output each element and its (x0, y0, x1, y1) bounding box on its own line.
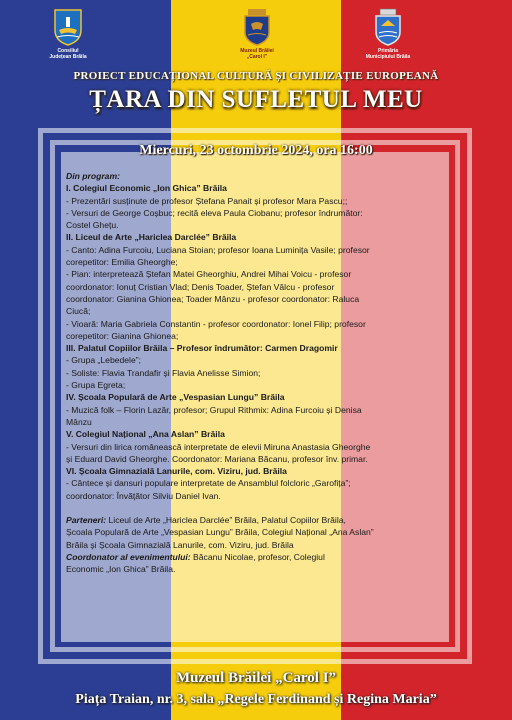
city-hall-crest-icon (373, 8, 403, 46)
program-line: coordonator: Ionuț Cristian Vlad; Denis Toader, Ștefan Vâlcu - profesor (66, 281, 335, 292)
program-line: coordonator: Învățător Silviu Daniel Ivan. (66, 490, 221, 501)
project-subtitle: PROIECT EDUCAȚIONAL CULTURĂ ȘI CIVILIZAȚIE EUROPEANĂ (73, 70, 439, 82)
section-heading: VI. Școala Gimnazială Lanurile, com. Viziru, jud. Brăila (66, 466, 287, 477)
program-line: coordonator: Gianina Ghionea; Toader Mânzu - profesor coordonator: Raluca (66, 293, 360, 304)
city-hall-logo (353, 8, 423, 60)
partners-line (66, 514, 446, 526)
program-line: și Eduard David Gheorghe. Coordonator: Mariana Băcanu, profesor înv. primar. (66, 453, 368, 464)
program-heading: Din program: (66, 171, 120, 181)
program-line: - Vioară: Maria Gabriela Constantin - profesor coordonator: Ionel Filip; profesor (66, 318, 366, 329)
coordinator-text: Băcanu Nicolae, profesor, Colegiul (190, 551, 325, 562)
program-line: Costel Ghețu. (66, 220, 119, 231)
program-line: - Versuri din lirica românească interpretate de elevii Miruna Anastasia Gheorghe (66, 441, 371, 452)
county-council-logo (33, 8, 103, 60)
program-line: - Canto: Adina Furcoiu, Luciana Stoian; profesor Ioana Luminița Vasile; profesor (66, 244, 370, 255)
partners-line: Școala Populară de Arte „Vespasian Lungu” Brăila, Colegiul Național „Ana Aslan” (66, 527, 374, 538)
venue-name: Muzeul Brăilei „Carol I” (175, 670, 337, 686)
section-heading: I. Colegiul Economic „Ion Ghica” Brăila (66, 183, 227, 194)
city-hall-caption: Primăria Municipiului Brăila (365, 48, 411, 60)
program-line: - Cântece și dansuri populare interpretate de Ansamblul folcloric „Garofița”; (66, 478, 351, 489)
page-title: ȚARA DIN SUFLETUL MEU (89, 86, 423, 113)
program-line: Ciucă; (66, 306, 91, 317)
program-line: - Muzică folk – Florin Lazăr, profesor; Grupul Rithmix: Adina Furcoiu și Denisa (66, 404, 362, 415)
museum-caption: Muzeul Brăilei „Carol I” (240, 48, 274, 60)
section-heading: II. Liceul de Arte „Hariclea Darclée” Brăila (66, 232, 237, 243)
venue-address: Piața Traian, nr. 3, sala „Regele Ferdinand și Regina Maria” (75, 692, 437, 707)
section-heading: III. Palatul Copiilor Brăila – Profesor îndrumător: Carmen Dragomir (66, 343, 338, 354)
section-heading: V. Colegiul Național „Ana Aslan” Brăila (66, 429, 225, 440)
program-line: - Grupa Egreta; (66, 380, 126, 391)
section-heading: IV. Școala Populară de Arte „Vespasian Lungu” Brăila (66, 392, 285, 403)
program-line: - Grupa „Lebedele”; (66, 355, 141, 366)
county-council-caption: Consiliul Județean Brăila (49, 48, 87, 60)
partners-text: Liceul de Arte „Hariclea Darclée” Brăila, Palatul Copiilor Brăila, (106, 515, 346, 526)
coordinator-line (66, 551, 446, 563)
spacer (66, 502, 446, 514)
museum-crest-icon (242, 8, 272, 46)
program-line: - Versuri de George Coșbuc; recită eleva Paula Ciobanu; profesor îndrumător: (66, 207, 363, 218)
program-line: - Soliste: Flavia Trandafir și Flavia Anelisse Simion; (66, 367, 261, 378)
partners-line: Brăila și Școala Gimnazială Lanurile, com. Viziru, jud. Brăila (66, 539, 294, 550)
program-body (66, 170, 446, 576)
program-line: Mânzu (66, 416, 92, 427)
museum-logo (222, 8, 292, 60)
program-line: corepetitor: Gianina Ghionea; (66, 330, 179, 341)
coordinator-line: Economic „Ion Ghica” Brăila. (66, 564, 176, 575)
program-line: - Pian: interpretează Ștefan Matei Gheorghiu, Andrei Mihai Voicu - profesor (66, 269, 352, 280)
partners-label: Parteneri: (66, 515, 107, 526)
program-line: corepetitor: Emilia Gheorghe; (66, 257, 178, 268)
coordinator-label: Coordonator al evenimentului: (66, 551, 191, 562)
event-date: Miercuri, 23 octombrie 2024, ora 16:00 (139, 143, 373, 158)
county-council-crest-icon (53, 8, 83, 46)
program-line: - Prezentări susținute de profesor Ștefana Panait și profesor Mara Pascu;; (66, 195, 348, 206)
